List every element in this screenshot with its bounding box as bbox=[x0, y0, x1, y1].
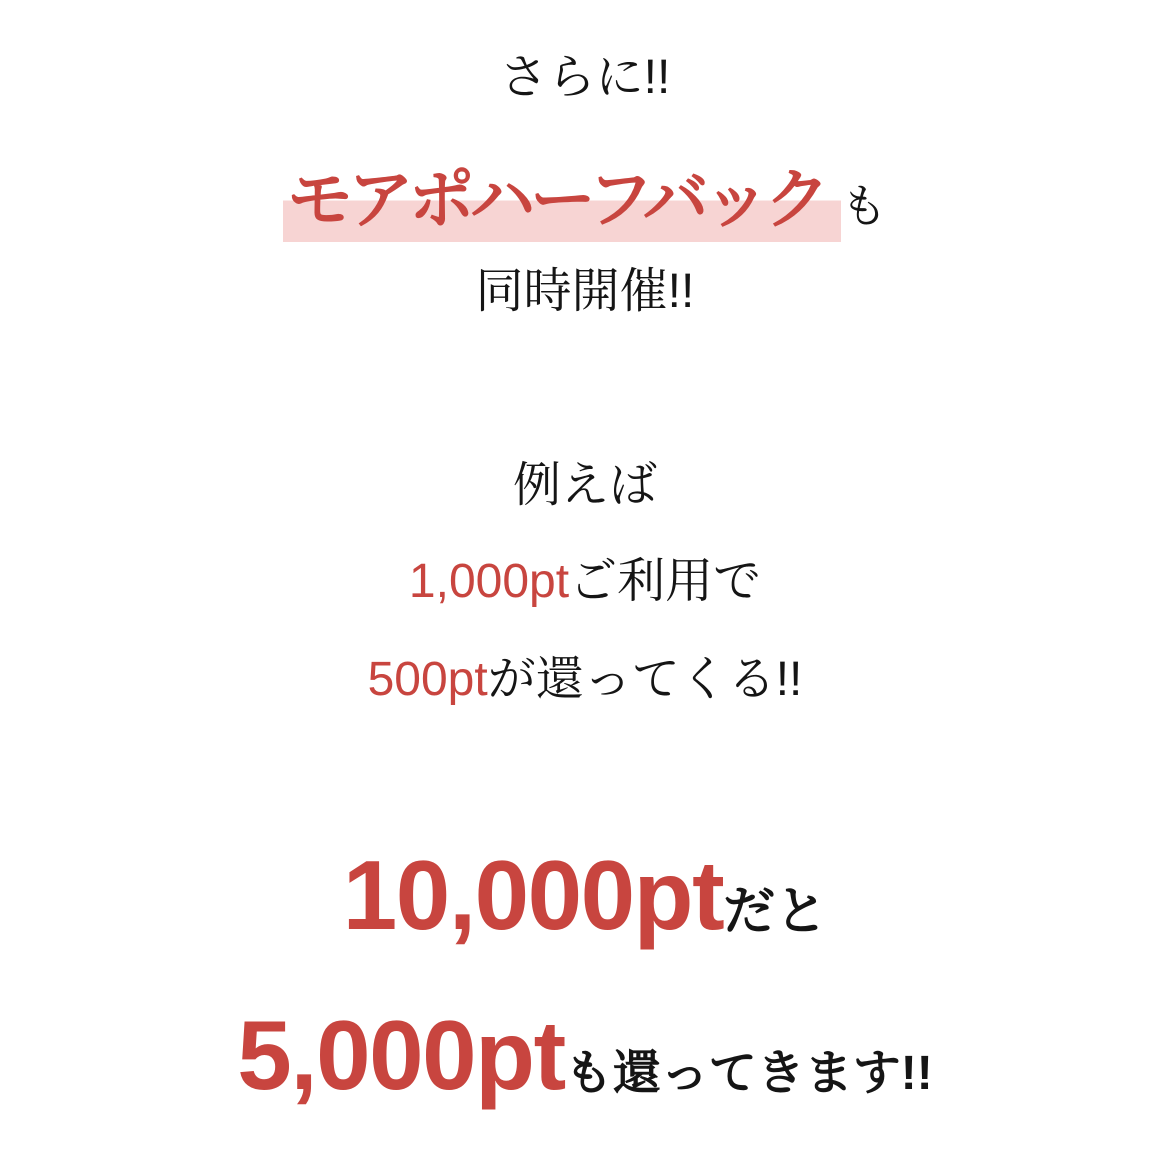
campaign-name-suffix: も bbox=[840, 180, 887, 232]
example-intro: 例えば bbox=[512, 459, 657, 512]
payout-spend-line bbox=[0, 840, 1170, 950]
example-use-amount: 1,000pt bbox=[408, 555, 570, 608]
example-use-line bbox=[0, 555, 1170, 608]
payout-return-amount: 5,000pt bbox=[237, 1000, 565, 1110]
headline-subline: 同時開催!! bbox=[475, 265, 695, 318]
example-return-suffix: が還ってくる!! bbox=[487, 653, 803, 706]
example-return-amount: 500pt bbox=[367, 653, 488, 706]
payout-spend-suffix: だと bbox=[723, 883, 828, 941]
payout-return-line bbox=[0, 1000, 1170, 1110]
headline-intro: さらに!! bbox=[499, 51, 671, 104]
campaign-name-highlighted: モアポハーフバック bbox=[283, 162, 841, 242]
example-return-line bbox=[0, 653, 1170, 706]
example-use-suffix: ご利用で bbox=[569, 555, 762, 608]
payout-spend-amount: 10,000pt bbox=[342, 840, 724, 950]
headline-campaign-line bbox=[0, 162, 1170, 236]
payout-return-suffix: も還ってきます!! bbox=[564, 1047, 933, 1100]
